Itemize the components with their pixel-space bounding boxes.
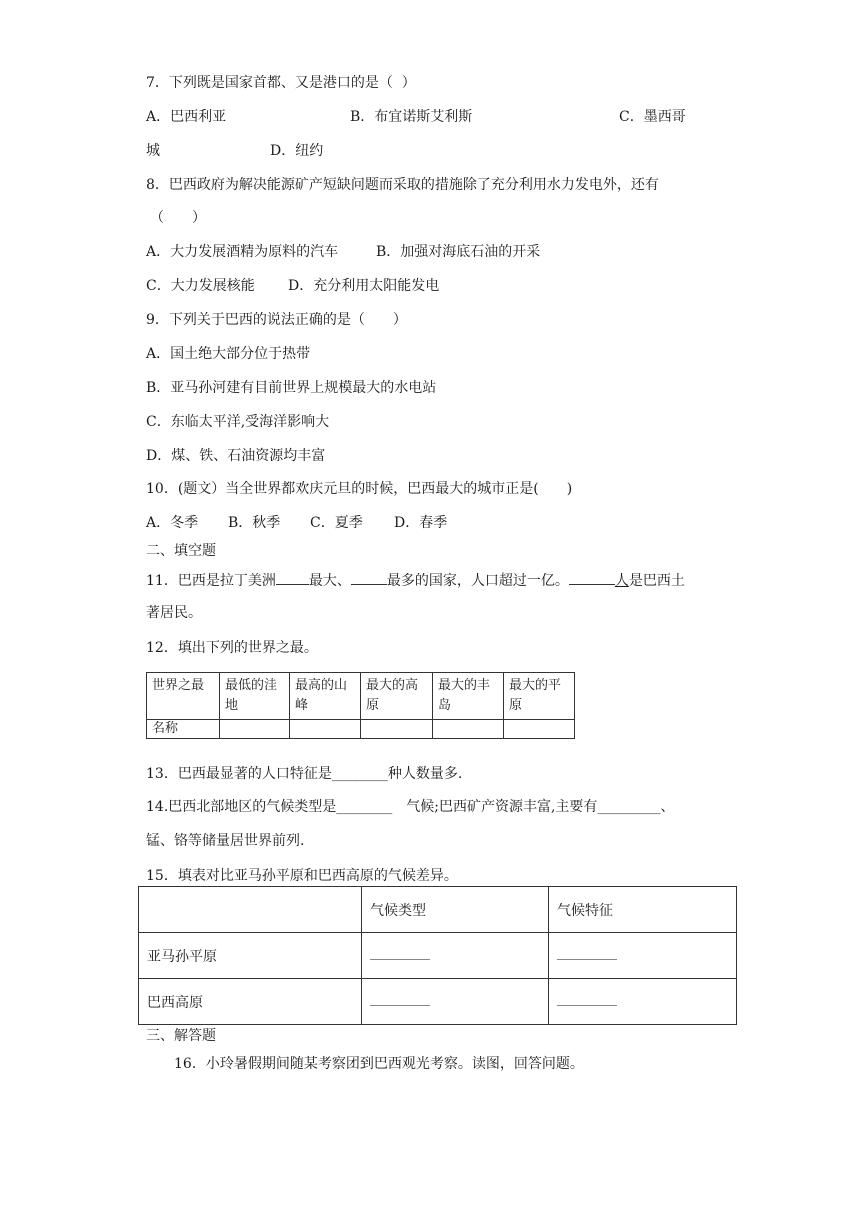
table-header-cell: 最低的洼 地 [220,673,290,720]
q9-option-b: B．亚马孙河建有目前世界上规模最大的水电站 [146,380,437,396]
q10-option-b: B．秋季 [228,515,281,531]
section-heading-fill-in: 二、填空题 [146,543,216,559]
q14-line2: 锰、铬等储量居世界前列. [146,833,305,849]
answer-cell[interactable] [362,979,549,1025]
answer-cell[interactable] [290,720,361,739]
q8-option-a: A．大力发展酒精为原料的汽车 [146,244,339,260]
q11-text-1: 11．巴西是拉丁美洲 [146,573,276,589]
q8-option-c: C．大力发展核能 [146,278,255,294]
q14-text-3: 、 [660,799,675,815]
q7-stem: 7．下列既是国家首都、又是港口的是（ ） [146,75,416,91]
table-row-label: 巴西高原 [139,979,362,1025]
table-header-row [139,887,737,933]
q12-stem: 12．填出下列的世界之最。 [146,640,318,656]
q11-text-2: 最大、 [308,573,351,589]
q11-text-5: 是巴西土 [628,573,685,589]
answer-cell[interactable] [504,720,575,739]
q8-answer-paren: （ ） [150,210,206,226]
q13-text-1: 13．巴西最显著的人口特征是 [146,766,332,782]
table-header-cell: 世界之最 [147,673,220,720]
q9-stem: 9．下列关于巴西的说法正确的是（ ） [146,312,407,328]
q10-stem: 10．(题文）当全世界都欢庆元旦的时候，巴西最大的城市正是( ) [146,481,573,497]
q9-option-d: D．煤、铁、石油资源均丰富 [146,448,326,464]
section-heading-answer: 三、解答题 [146,1028,216,1044]
q11-text-3: 最多的国家，人口超过一亿。 [386,573,569,589]
table-row [147,720,575,739]
table-header-cell: 气候特征 [549,887,737,933]
q11-text-4: 人 [614,573,629,589]
q14-blank-2: _________ [597,799,661,815]
table-header-row [147,673,575,720]
q7-option-d: D．纽约 [270,143,324,159]
q14-blank-1: ________ [336,799,393,815]
q7-option-b: B．布宜诺斯艾利斯 [350,109,473,125]
table-header-cell: 最大的丰 岛 [433,673,504,720]
q8-option-d: D．充分利用太阳能发电 [288,278,440,294]
table-header-cell: 气候类型 [362,887,549,933]
q14-text-1: 14.巴西北部地区的气候类型是 [146,799,337,815]
q13-blank: ________ [331,766,388,782]
q8-option-b: B．加强对海底石油的开采 [376,244,541,260]
answer-line [370,993,430,1006]
answer-cell[interactable] [362,933,549,979]
table-header-cell: 最大的平 原 [504,673,575,720]
q13-line [146,764,462,784]
answer-cell[interactable] [549,979,737,1025]
answer-cell[interactable] [433,720,504,739]
table-header-cell: 最大的高 原 [361,673,433,720]
q8-stem: 8．巴西政府为解决能源矿产短缺问题而采取的措施除了充分利用水力发电外，还有 [146,177,659,193]
q10-option-a: A．冬季 [146,515,199,531]
q7-option-c-continued: 城 [146,143,160,159]
table-row [139,979,737,1025]
climate-comparison-table [138,886,737,1025]
q7-option-a: A．巴西利亚 [146,109,227,125]
q15-stem: 15．填表对比亚马孙平原和巴西高原的气候差异。 [146,868,458,884]
q10-option-d: D．春季 [394,515,448,531]
answer-line [557,993,617,1006]
q16-stem: 16．小玲暑假期间随某考察团到巴西观光考察。读图，回答问题。 [174,1056,584,1072]
answer-line [370,947,430,960]
answer-cell[interactable] [361,720,433,739]
q14-line1 [146,797,674,817]
q11-blank-2 [351,569,387,585]
q11-blank-1 [276,569,309,585]
q11-blank-3 [569,569,615,585]
table-row-label: 名称 [147,720,220,739]
answer-line [557,947,617,960]
q14-text-2: 气候;巴西矿产资源丰富,主要有 [392,799,598,815]
q10-option-c: C．夏季 [310,515,363,531]
q11-line1 [146,569,685,591]
q9-option-c: C．东临太平洋,受海洋影响大 [146,414,330,430]
q9-option-a: A．国土绝大部分位于热带 [146,346,311,362]
table-header-cell: 最高的山 峰 [290,673,361,720]
table-corner-cell [139,887,362,933]
answer-cell[interactable] [220,720,290,739]
world-superlatives-table [146,672,575,739]
table-row [139,933,737,979]
table-row-label: 亚马孙平原 [139,933,362,979]
q11-line2: 著居民。 [146,605,202,621]
answer-cell[interactable] [549,933,737,979]
q13-text-2: 种人数量多. [387,766,463,782]
q7-option-c: C．墨西哥 [619,109,686,125]
